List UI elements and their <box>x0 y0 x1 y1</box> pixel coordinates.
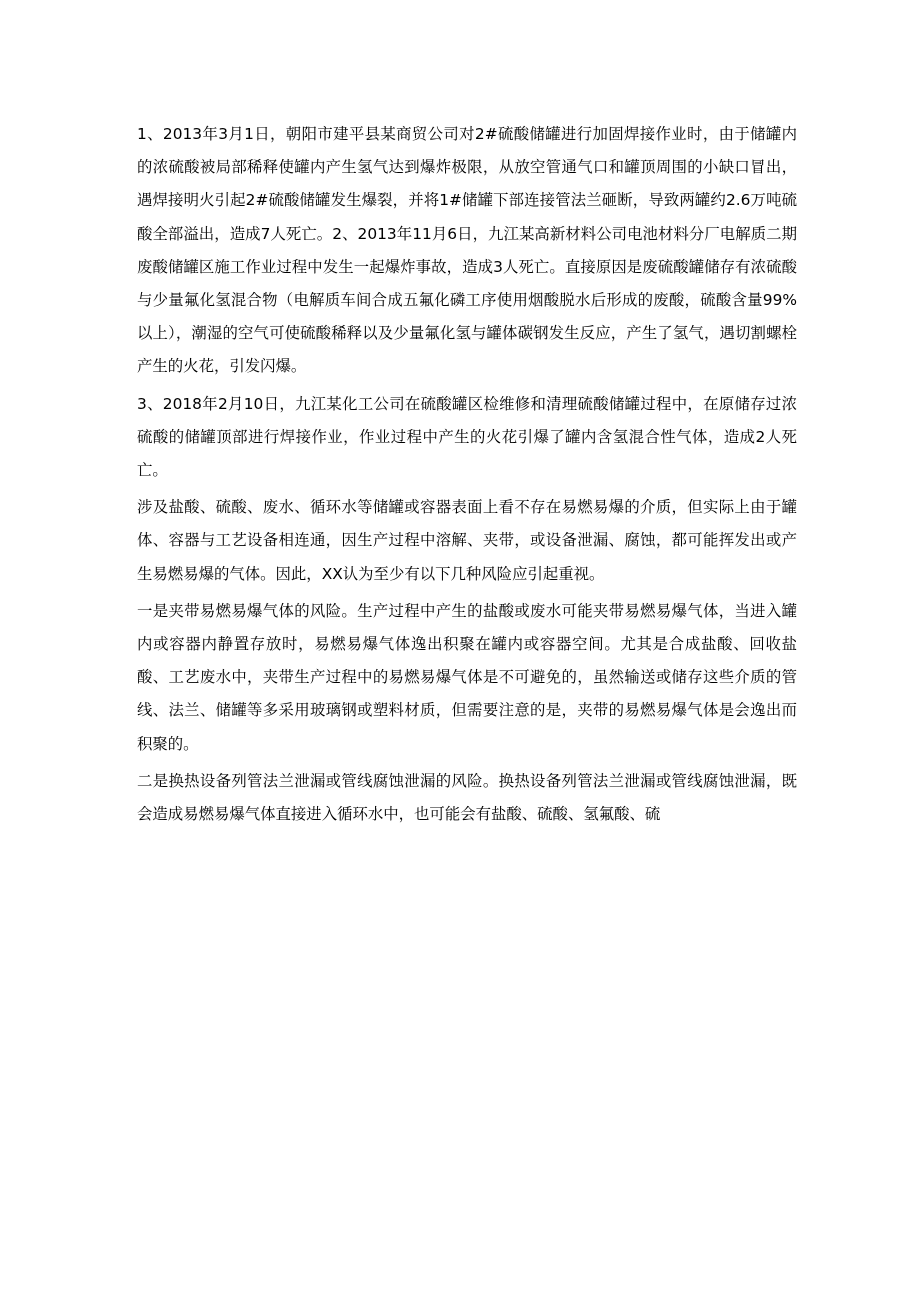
paragraph-accidents-1-2: 1、2013年3月1日，朝阳市建平县某商贸公司对2#硫酸储罐进行加固焊接作业时，由于储罐内的浓硫酸被局部稀释使罐内产生氢气达到爆炸极限，从放空管通气口和罐顶周围的小缺口冒出，遇焊接明火引起2#硫酸储罐发生爆裂，并将1#储罐下部连接管法兰砸断，导致两罐约2.6万吨硫酸全部溢出，造成7人死亡。2、2013年11月6日，九江某高新材料公司电池材料分厂电解质二期废酸储罐区施工作业过程中发生一起爆炸事故，造成3人死亡。直接原因是废硫酸罐储存有浓硫酸与少量氟化氢混合物（电解质车间合成五氟化磷工序使用烟酸脱水后形成的废酸，硫酸含量99%以上），潮湿的空气可使硫酸稀释以及少量氟化氢与罐体碳钢发生反应，产生了氢气，遇切割螺栓产生的火花，引发闪爆。 <box>137 125 797 376</box>
paragraph-accident-3: 3、2018年2月10日，九江某化工公司在硫酸罐区检维修和清理硫酸储罐过程中，在原储存过浓硫酸的储罐顶部进行焊接作业，作业过程中产生的火花引爆了罐内含氢混合性气体，造成2人死亡。 <box>137 394 797 480</box>
paragraph-risk-intro: 涉及盐酸、硫酸、废水、循环水等储罐或容器表面上看不存在易燃易爆的介质，但实际上由于罐体、容器与工艺设备相连通，因生产过程中溶解、夹带，或设备泄漏、腐蚀，都可能挥发出或产生易燃易爆的气体。因此，XX认为至少有以下几种风险应引起重视。 <box>137 498 797 583</box>
paragraph-risk-two: 二是换热设备列管法兰泄漏或管线腐蚀泄漏的风险。换热设备列管法兰泄漏或管线腐蚀泄漏，既会造成易燃易爆气体直接进入循环水中，也可能会有盐酸、硫酸、氢氟酸、硫 <box>137 771 797 824</box>
document-page <box>137 118 797 835</box>
paragraph-risk-one: 一是夹带易燃易爆气体的风险。生产过程中产生的盐酸或废水可能夹带易燃易爆气体，当进入罐内或容器内静置存放时，易燃易爆气体逸出积聚在罐内或容器空间。尤其是合成盐酸、回收盐酸、工艺废水中，夹带生产过程中的易燃易爆气体是不可避免的，虽然输送或储存这些介质的管线、法兰、储罐等多采用玻璃钢或塑料材质，但需要注意的是，夹带的易燃易爆气体是会逸出而积聚的。 <box>137 601 797 753</box>
